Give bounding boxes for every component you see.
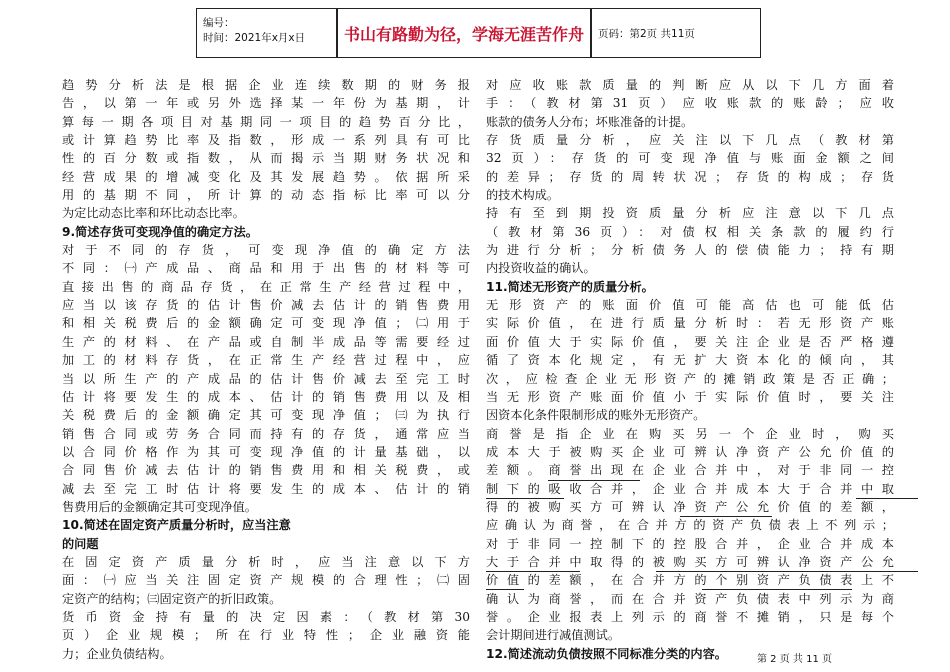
- text-line: 因资本化条件限制形成的账外无形资产。: [486, 408, 706, 423]
- text-line: 销售合同或劳务合同而持有的存货，通常应当: [62, 426, 470, 441]
- text-line: 力；企业负债结构。: [62, 646, 172, 661]
- text-line: 应当以该存货的估计售价减去估计的销售费用: [62, 298, 470, 313]
- text-line: 或计算趋势比率及指数，形成一系列具有可比: [62, 133, 470, 148]
- text-line: 账款的债务人分布；坏账准备的计提。: [486, 114, 694, 129]
- section-heading: 12.简述流动负债按照不同标准分类的内容。: [486, 646, 727, 661]
- text-line: 直接出售的商品存货，在正常生产经营过程中，: [62, 279, 470, 294]
- text-line: 得的被购买方可辨认净资产公允价值的差额，: [486, 499, 894, 514]
- text-line: 确认为商誉，而在合并资产负债表中列示为商: [486, 591, 894, 606]
- text-line: 价值的差额，在合并方的个别资产负债表上不: [486, 573, 894, 588]
- section-heading: 10.简述在固定资产质量分析时，应当注意: [62, 518, 291, 533]
- text-line: 以合同价格作为其可变现净值的计量基础，以: [62, 444, 470, 459]
- section-heading: 的问题: [62, 536, 99, 551]
- text-line: 不同：㈠产成品、商品和用于出售的材料等可: [62, 261, 470, 276]
- text-line: 估计将要发生的成本、估计的销售费用以及相: [62, 389, 470, 404]
- text-line: 存货质量分析，应关注以下几点（教材第: [486, 133, 894, 148]
- text-line: 售费用后的金额确定其可变现净值。: [62, 499, 257, 514]
- text-line: 告，以第一年或另外选择某一年份为基期，计: [62, 96, 470, 111]
- header-info-box: [196, 8, 337, 58]
- handwritten-underline: [856, 498, 918, 499]
- text-line: 实际价值，在进行质量分析时：若无形资产账: [486, 316, 894, 331]
- right-text-column: [486, 76, 894, 663]
- text-line: 内投资收益的确认。: [486, 261, 596, 276]
- page-footer: 第 2 页 共 11 页: [757, 654, 832, 665]
- text-line: 关税费后的金额确定其可变现净值；㈢为执行: [62, 408, 470, 423]
- text-line: 32页）：存货的可变现净值与账面金额之间: [486, 151, 894, 166]
- text-line: 和相关税费后的金额确定可变现净值；㈡用于: [62, 316, 470, 331]
- header-page-code: 页码：第2页 共11页: [598, 27, 695, 40]
- text-line: 用的基期不同，所计算的动态指标比率可以分: [62, 188, 470, 203]
- text-line: 在固定资产质量分析时，应当注意以下方: [62, 554, 470, 569]
- left-text-column: [62, 76, 470, 663]
- text-line: 趋势分析法是根据企业连续数期的财务报: [62, 78, 470, 92]
- text-line: 循了资本化规定，有无扩大资本化的倾向，其: [486, 353, 894, 368]
- text-line: 持有至到期投资质量分析应注意以下几点: [486, 206, 894, 221]
- text-line: 会计期间进行减值测试。: [486, 628, 621, 643]
- text-line: 对于不同的存货，可变现净值的确定方法: [62, 243, 470, 258]
- text-line: 制下的吸收合并，企业合并成本大于合并中取: [486, 481, 894, 496]
- header-time-label: 时间：2021年x月x日: [203, 32, 306, 44]
- header-page-box: [591, 8, 761, 58]
- text-line: 为进行分析；分析债务人的偿债能力；持有期: [486, 243, 894, 258]
- text-line: 性的百分数或指数，从而揭示当期财务状况和: [62, 151, 470, 166]
- text-line: 生产的材料、在产品或自制半成品等需要经过: [62, 334, 470, 349]
- handwritten-underline: [486, 498, 564, 499]
- header-number-label: 编号：: [203, 17, 235, 29]
- text-line: 对应收账款质量的判断应从以下几方面着: [486, 78, 894, 92]
- text-line: （教材第36页）：对债权相关条款的履约行: [486, 224, 894, 239]
- text-line: 当无形资产账面价值小于实际价值时，要关注: [486, 389, 894, 404]
- text-line: 大于合并中取得的被购买方可辨认净资产公允: [486, 554, 894, 569]
- text-line: 次，应检查企业无形资产的摊销政策是否正确；: [486, 371, 894, 386]
- text-line: 页）企业规模；所在行业特性；企业融资能: [62, 628, 470, 643]
- text-line: 货币资金持有量的决定因素：（教材第30: [62, 609, 470, 624]
- text-line: 面价值大于实际价值，要关注企业是否严格遵: [486, 334, 894, 349]
- header-motto: 书山有路勤为径，学海无涯苦作舟: [343, 24, 584, 44]
- text-line: 差额。商誉出现在企业合并中，对于非同一控: [486, 463, 894, 478]
- text-line: 经营成果的增减变化及其发展趋势。依据所采: [62, 169, 470, 184]
- text-line: 应确认为商誉，在合并方的资产负债表上不列示；: [486, 518, 894, 533]
- text-line: 合同售价减去估计的销售费用和相关税费，或: [62, 463, 470, 478]
- text-line: 为定比动态比率和环比动态比率。: [62, 206, 245, 221]
- text-line: 对于非同一控制下的控股合并，企业合并成本: [486, 536, 894, 551]
- text-line: 定资产的结构；㈢固定资产的折旧政策。: [62, 591, 282, 606]
- handwritten-underline: [680, 516, 772, 517]
- text-line: 的技术构成。: [486, 188, 560, 203]
- text-line: 成本大于被购买企业可辨认净资产公允价值的: [486, 444, 894, 459]
- handwritten-underline: [486, 589, 524, 590]
- text-line: 加工的材料存货，在正常生产经营过程中，应: [62, 353, 470, 368]
- text-line: 当以所生产的产成品的估计售价减去至完工时: [62, 371, 470, 386]
- section-heading: 9.简述存货可变现净值的确定方法。: [62, 224, 258, 239]
- text-line: 减去至完工时估计将要发生的成本、估计的销: [62, 481, 470, 496]
- text-line: 面：㈠应当关注固定资产规模的合理性；㈡固: [62, 573, 470, 588]
- text-line: 的差异；存货的周转状况；存货的构成；存货: [486, 169, 894, 184]
- section-heading: 11.简述无形资产的质量分析。: [486, 279, 654, 294]
- text-line: 商誉是指企业在购买另一个企业时，购买: [486, 426, 894, 441]
- text-line: 手：（教材第31页）应收账款的账龄；应收: [486, 96, 894, 111]
- handwritten-underline: [548, 480, 640, 481]
- text-line: 无形资产的账面价值可能高估也可能低估: [486, 298, 894, 313]
- handwritten-underline: [702, 589, 852, 590]
- handwritten-underline: [656, 571, 918, 572]
- header-motto-box: [337, 8, 591, 58]
- handwritten-underline: [486, 571, 580, 572]
- text-line: 算每一期各项目对基期同一项目的趋势百分比，: [62, 114, 470, 129]
- text-line: 誉。企业报表上列示的商誉不摊销，只是每个: [486, 609, 894, 624]
